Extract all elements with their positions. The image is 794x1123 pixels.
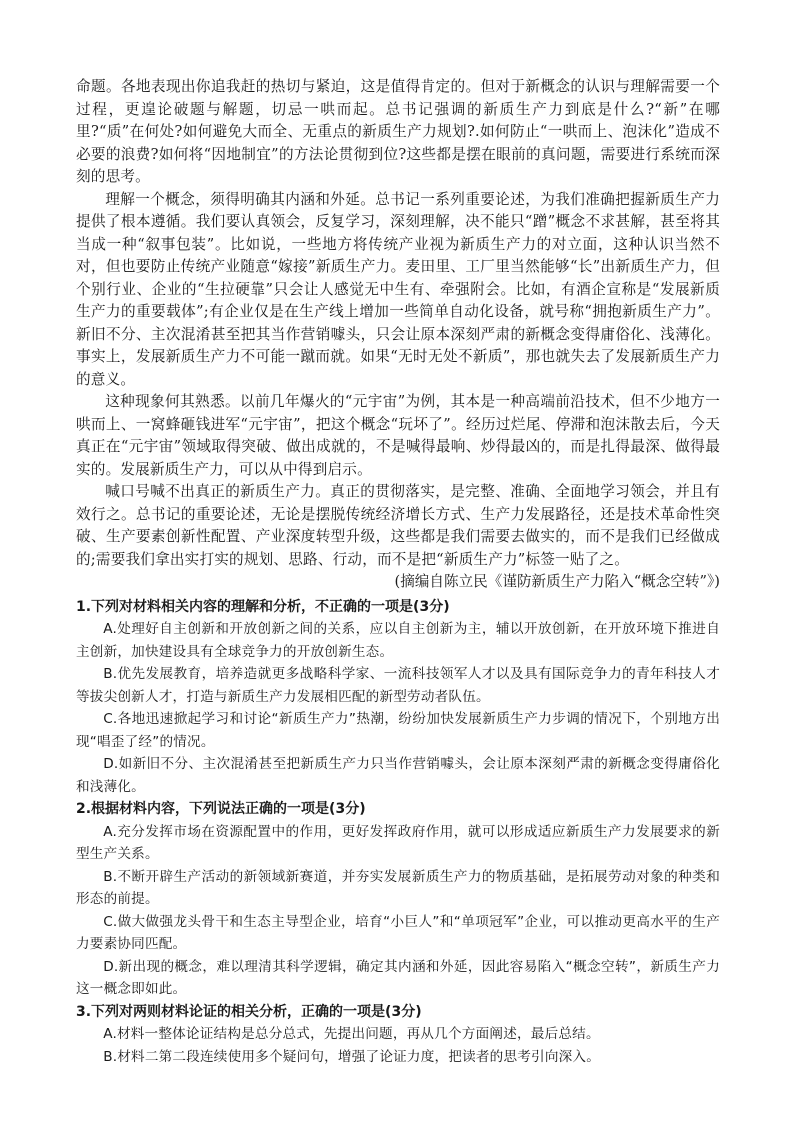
option-c: C.各地迅速掀起学习和讨论“新质生产力”热潮，纷纷加快发展新质生产力步调的情况下，个别地方出现“唱歪了经”的情况。 (76, 711, 720, 750)
passage-paragraph-3: 这种现象何其熟悉。以前几年爆火的“元宇宙”为例，其本是一种高端前沿技术，但不少地方一哄而上、一窝蜂砸钱进军“元宇宙”，把这个概念“玩坏了”。经历过烂尾、停滞和泡沫散去后，今天真正在“元宇宙”领域取得突破、做出成就的，不是喊得最响、炒得最凶的，而是扎得最深、做得最实的。发展新质生产力，可以从中得到启示。 (76, 393, 720, 478)
option-a: A.充分发挥市场在资源配置中的作用，更好发挥政府作用，就可以形成适应新质生产力发展要求的新型生产关系。 (76, 823, 720, 862)
option-c: C.做大做强龙头骨干和生态主导型企业，培育“小巨人”和“单项冠军”企业，可以推动更高水平的生产力要素协同匹配。 (76, 913, 720, 952)
option-a: A.材料一整体论证结构是总分总式，先提出问题，再从几个方面阐述，最后总结。 (103, 1026, 600, 1042)
question-2 (76, 798, 720, 1001)
option-d: D.如新旧不分、主次混淆甚至把新质生产力只当作营销噱头，会让原本深刻严肃的新概念变得庸俗化和浅薄化。 (76, 756, 720, 795)
exam-page (76, 76, 720, 1068)
option-d: D.新出现的概念，难以理清其科学逻辑，确定其内涵和外延，因此容易陷入“概念空转”，新质生产力这一概念即如此。 (76, 958, 720, 997)
option-b: B.不断开辟生产活动的新领域新赛道，并夯实发展新质生产力的物质基础，是拓展劳动对象的种类和形态的前提。 (76, 868, 720, 907)
question-stem: 2.根据材料内容，下列说法正确的一项是(3分) (76, 801, 366, 817)
question-3 (76, 1001, 720, 1069)
question-1 (76, 596, 720, 799)
passage-paragraph-2: 理解一个概念，须得明确其内涵和外延。总书记一系列重要论述，为我们准确把握新质生产力提供了根本遵循。我们要认真领会，反复学习，深刻理解，决不能只“蹭”概念不求甚解，甚至将其当成一种“叙事包装”。比如说，一些地方将传统产业视为新质生产力的对立面，这种认识当然不对，但也要防止传统产业随意“嫁接”新质生产力。麦田里、工厂里当然能够“长”出新质生产力，但个别行业、企业的“生拉硬靠”只会让人感觉无中生有、牵强附会。比如，有酒企宣称是“发展新质生产力的重要载体”;有企业仅是在生产线上增加一些简单自动化设备，就号称“拥抱新质生产力”。新旧不分、主次混淆甚至把其当作营销噱头，只会让原本深刻严肃的新概念变得庸俗化、浅薄化。事实上，发展新质生产力不可能一蹴而就。如果“无时无处不新质”，那也就失去了发展新质生产力的意义。 (76, 190, 720, 388)
passage-paragraph-1: 命题。各地表现出你追我赶的热切与紧迫，这是值得肯定的。但对于新概念的认识与理解需要一个过程，更遑论破题与解题，切忌一哄而起。总书记强调的新质生产力到底是什么?“新”在哪 里?“质”在何处?如何避免大而全、无重点的新质生产力规划?.如何防止“一哄而上、泡沫化”造成不必要的浪费?如何将“因地制宜”的方法论贯彻到位?这些都是摆在眼前的真问题，需要进行系统而深刻的思考。 (76, 78, 720, 185)
passage-paragraph-4: 喊口号喊不出真正的新质生产力。真正的贯彻落实，是完整、准确、全面地学习领会，并且有效行之。总书记的重要论述，无论是摆脱传统经济增长方式、生产力发展路径，还是技术革命性突破、生产要素创新性配置、产业深度转型升级，这些都是我们需要去做实的，而不是我们已经做成的;需要我们拿出实打实的规划、思路、行动，而不是把“新质生产力”标签一贴了之。 (76, 483, 720, 568)
option-b: B.材料二第二段连续使用多个疑问句，增强了论证力度，把读者的思考引向深入。 (103, 1048, 601, 1065)
passage-source: (摘编自陈立民《谨防新质生产力陷入“概念空转”》) (394, 573, 720, 590)
question-stem: 1.下列对材料相关内容的理解和分析，不正确的一项是(3分) (76, 598, 450, 615)
option-a: A.处理好自主创新和开放创新之间的关系，应以自主创新为主，辅以开放创新，在开放环境下推进自主创新，加快建设具有全球竞争力的开放创新生态。 (76, 621, 720, 660)
question-stem: 3.下列对两则材料论证的相关分析，正确的一项是(3分) (76, 1003, 422, 1020)
option-b: B.优先发展教育，培养造就更多战略科学家、一流科技领军人才以及具有国际竞争力的青年科技人才等拔尖创新人才，打造与新质生产力发展相匹配的新型劳动者队伍。 (76, 666, 720, 705)
